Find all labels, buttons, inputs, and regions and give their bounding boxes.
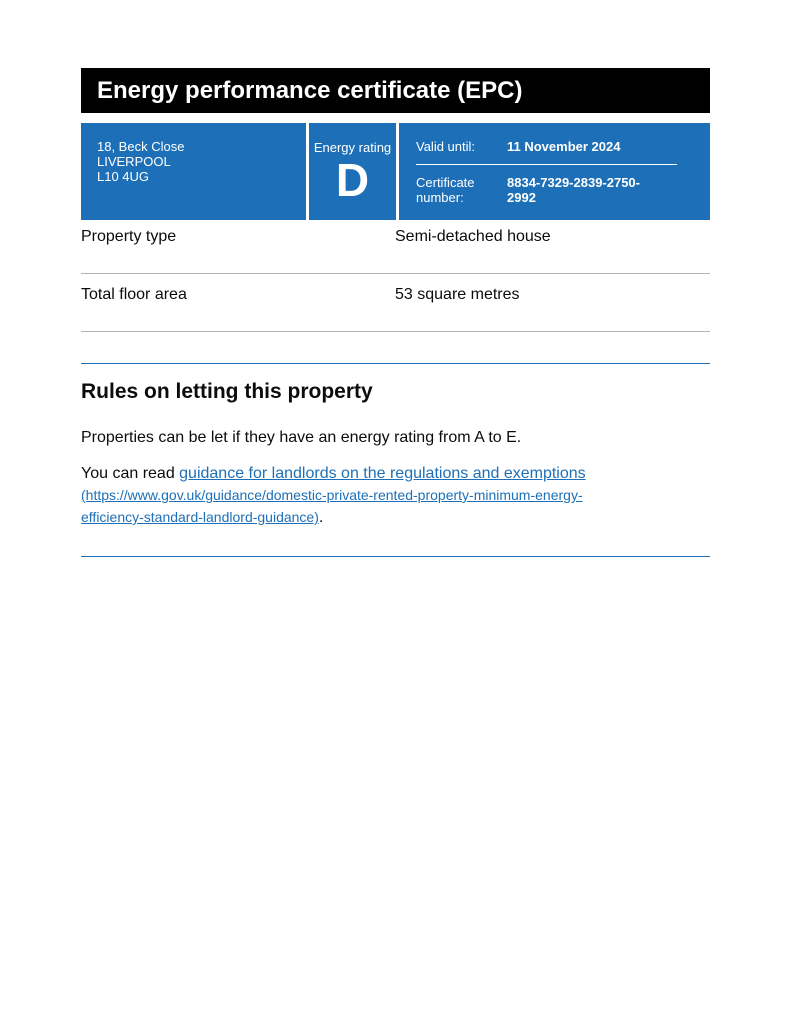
energy-rating-block: [309, 123, 396, 220]
section-divider-bottom: [81, 556, 710, 557]
certificate-block: [399, 123, 710, 220]
rules-paragraph: Properties can be let if they have an energy rating from A to E.: [81, 429, 522, 446]
floor-area-row: [81, 274, 710, 332]
certificate-label-line-2: number:: [416, 190, 464, 205]
guidance-paragraph: [81, 463, 710, 529]
energy-rating-letter: D: [335, 154, 370, 206]
address-line-2: LIVERPOOL: [97, 154, 171, 169]
certificate-label-line-1: Certificate: [416, 175, 475, 190]
address-line-1: 18, Beck Close: [97, 139, 185, 154]
address-block: [81, 123, 306, 220]
certificate-number-label: [416, 175, 507, 205]
certificate-number-row: [416, 165, 677, 205]
guidance-url-line-1[interactable]: (https://www.gov.uk/guidance/domestic-private-rented-property-minimum-energy-: [81, 487, 583, 503]
valid-until-label: Valid until:: [416, 139, 476, 154]
property-type-label: Property type: [81, 228, 177, 245]
floor-area-label: Total floor area: [81, 286, 187, 303]
guidance-link[interactable]: guidance for landlords on the regulations and exemptions: [179, 465, 586, 482]
guidance-prefix: You can read: [81, 465, 180, 482]
valid-until-row: [416, 139, 677, 165]
guidance-url-line-2[interactable]: efficiency-standard-landlord-guidance): [81, 509, 319, 525]
certificate-number-line-2: 2992: [507, 190, 536, 205]
certificate-number-value: [507, 175, 677, 205]
summary-panel: [81, 123, 710, 220]
title-bar: [81, 68, 710, 113]
page-title: Energy performance certificate (EPC): [97, 77, 523, 104]
rules-heading: Rules on letting this property: [81, 380, 373, 403]
energy-rating-label: Energy rating: [313, 140, 392, 155]
certificate-number-line-1: 8834-7329-2839-2750-: [507, 175, 640, 190]
property-type-value: Semi-detached house: [395, 228, 551, 245]
property-type-row: [81, 216, 710, 274]
address-line-3: L10 4UG: [97, 169, 150, 184]
floor-area-value: 53 square metres: [395, 286, 520, 303]
section-divider-top: [81, 363, 710, 364]
valid-until-value: 11 November 2024: [507, 139, 621, 154]
guidance-suffix: .: [318, 509, 324, 526]
